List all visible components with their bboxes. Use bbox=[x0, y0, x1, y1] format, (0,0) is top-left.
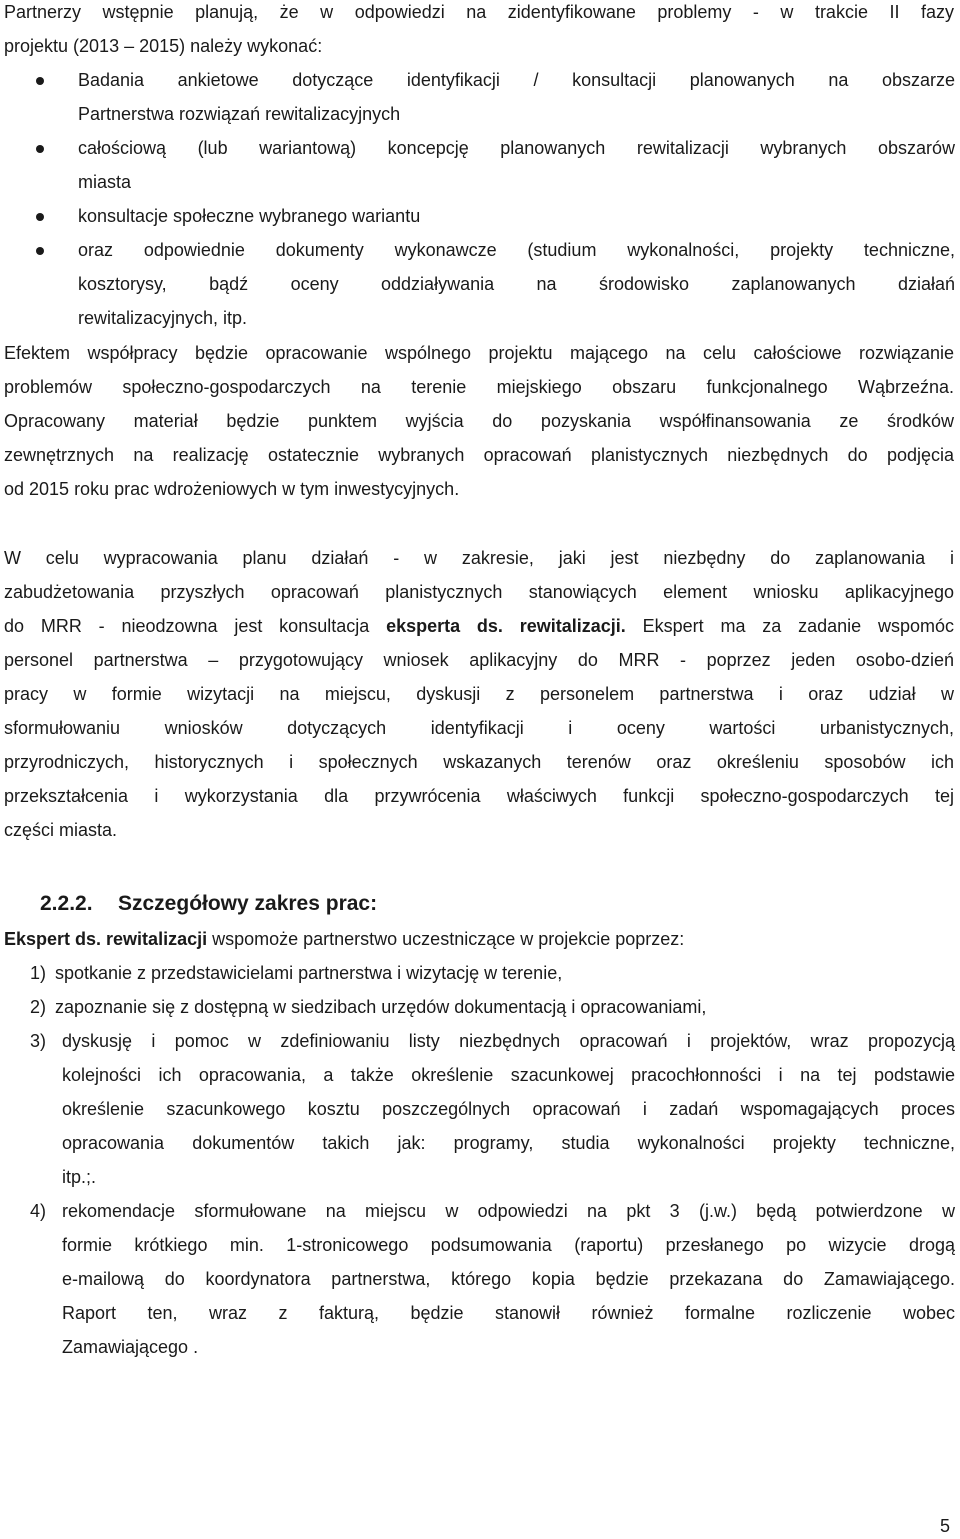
item-text: zapoznanie się z dostępną w siedzibach urzędów dokumentacją i opracowaniami, bbox=[55, 997, 707, 1017]
item-text: dyskusję i pomoc w zdefiniowaniu listy niezbędnych opracowań i projektów, wraz propozycją bbox=[62, 1031, 955, 1051]
paragraph-line: od 2015 roku prac wdrożeniowych w tym inwestycyjnych. bbox=[4, 479, 460, 499]
section-title: Szczegółowy zakres prac: bbox=[118, 892, 378, 915]
bullet-text: całościową (lub wariantową) koncepcję planowanych rewitalizacji wybranych obszarów bbox=[78, 138, 955, 158]
expert-bold: eksperta ds. rewitalizacji. bbox=[386, 616, 626, 636]
bullet-dot bbox=[36, 213, 44, 221]
paragraph-line: sformułowaniu wniosków dotyczących identyfikacji i oceny wartości urbanistycznych, bbox=[4, 718, 954, 738]
paragraph-line: pracy w formie wizytacji na miejscu, dyskusji z personelem partnerstwa i oraz udział w bbox=[4, 684, 954, 704]
section-lead: Ekspert ds. rewitalizacji wspomoże partnerstwo uczestniczące w projekcie poprzez: bbox=[4, 929, 685, 949]
page-number: 5 bbox=[940, 1516, 951, 1536]
item-text: itp.;. bbox=[62, 1167, 97, 1187]
item-text: określenie szacunkowego kosztu poszczególnych opracowań i zadań wspomagających proces bbox=[62, 1099, 955, 1119]
paragraph-line: personel partnerstwa – przygotowujący wniosek aplikacyjny do MRR - poprzez jeden osobo-dzień bbox=[4, 650, 954, 670]
paragraph-line: Efektem współpracy będzie opracowanie wspólnego projektu mającego na celu całościowe rozwiązanie bbox=[4, 343, 954, 363]
item-number: 4) bbox=[30, 1201, 47, 1221]
bullet-dot bbox=[36, 77, 44, 85]
item-number: 2) bbox=[30, 997, 47, 1017]
paragraph-line: do MRR - nieodzowna jest konsultacja eksperta ds. rewitalizacji. Ekspert ma za zadanie wspomóc bbox=[4, 616, 955, 636]
item-text: spotkanie z przedstawicielami partnerstwa i wizytację w terenie, bbox=[55, 963, 563, 983]
section-heading bbox=[40, 887, 377, 921]
bullet-text: Partnerstwa rozwiązań rewitalizacyjnych bbox=[78, 104, 401, 124]
bullet-text: kosztorysy, bądź oceny oddziaływania na środowisko zaplanowanych działań bbox=[78, 274, 955, 294]
item-text: rekomendacje sformułowane na miejscu w odpowiedzi na pkt 3 (j.w.) będą potwierdzone w bbox=[62, 1201, 955, 1221]
item-text: formie krótkiego min. 1-stronicowego podsumowania (raportu) przesłanego po wizycie drogą bbox=[62, 1235, 955, 1255]
bullet-text: miasta bbox=[78, 172, 132, 192]
paragraph-line: przekształcenia i wykorzystania dla przywrócenia właściwych funkcji społeczno-gospodarczych tej bbox=[4, 786, 954, 806]
section-number: 2.2.2. bbox=[40, 892, 93, 915]
paragraph-line: zabudżetowania przyszłych opracowań planistycznych stanowiących element wniosku aplikacyjnego bbox=[4, 582, 954, 602]
paragraph-line: zewnętrznych na realizację ostatecznie wybranych opracowań planistycznych niezbędnych do podjęcia bbox=[4, 445, 954, 465]
bullet-text: rewitalizacyjnych, itp. bbox=[78, 308, 248, 328]
paragraph-line: części miasta. bbox=[4, 820, 118, 840]
bullet-text: konsultacje społeczne wybranego wariantu bbox=[78, 206, 421, 226]
bullet-text: Badania ankietowe dotyczące identyfikacji / konsultacji planowanych na obszarze bbox=[78, 70, 955, 90]
paragraph-line: W celu wypracowania planu działań - w zakresie, jaki jest niezbędny do zaplanowania i bbox=[4, 548, 954, 568]
bullet-text: oraz odpowiednie dokumenty wykonawcze (studium wykonalności, projekty techniczne, bbox=[78, 240, 955, 260]
bullet-dot bbox=[36, 247, 44, 255]
paragraph-line: przyrodniczych, historycznych i społecznych wskazanych terenów oraz określeniu sposobów ich bbox=[4, 752, 954, 772]
item-text: opracowania dokumentów takich jak: programy, studia wykonalności projekty techniczne, bbox=[62, 1133, 955, 1153]
item-text: e-mailową do koordynatora partnerstwa, którego kopia będzie przekazana do Zamawiającego. bbox=[62, 1269, 955, 1289]
item-text: kolejności ich opracowania, a także określenie szacunkowej pracochłonności i na tej podstawie bbox=[62, 1065, 955, 1085]
paragraph-line: problemów społeczno-gospodarczych na terenie miejskiego obszaru funkcjonalnego Wąbrzeźna. bbox=[4, 377, 954, 397]
item-number: 3) bbox=[30, 1031, 47, 1051]
intro-line: projektu (2013 – 2015) należy wykonać: bbox=[4, 36, 323, 56]
bullet-dot bbox=[36, 145, 44, 153]
item-text: Zamawiającego . bbox=[62, 1337, 199, 1357]
item-number: 1) bbox=[30, 963, 47, 983]
item-text: Raport ten, wraz z fakturą, będzie stanowił również formalne rozliczenie wobec bbox=[62, 1303, 955, 1323]
paragraph-line: Opracowany materiał będzie punktem wyjścia do pozyskania współfinansowania ze środków bbox=[4, 411, 954, 431]
intro-line: Partnerzy wstępnie planują, że w odpowiedzi na zidentyfikowane problemy - w trakcie II fazy bbox=[4, 2, 954, 22]
